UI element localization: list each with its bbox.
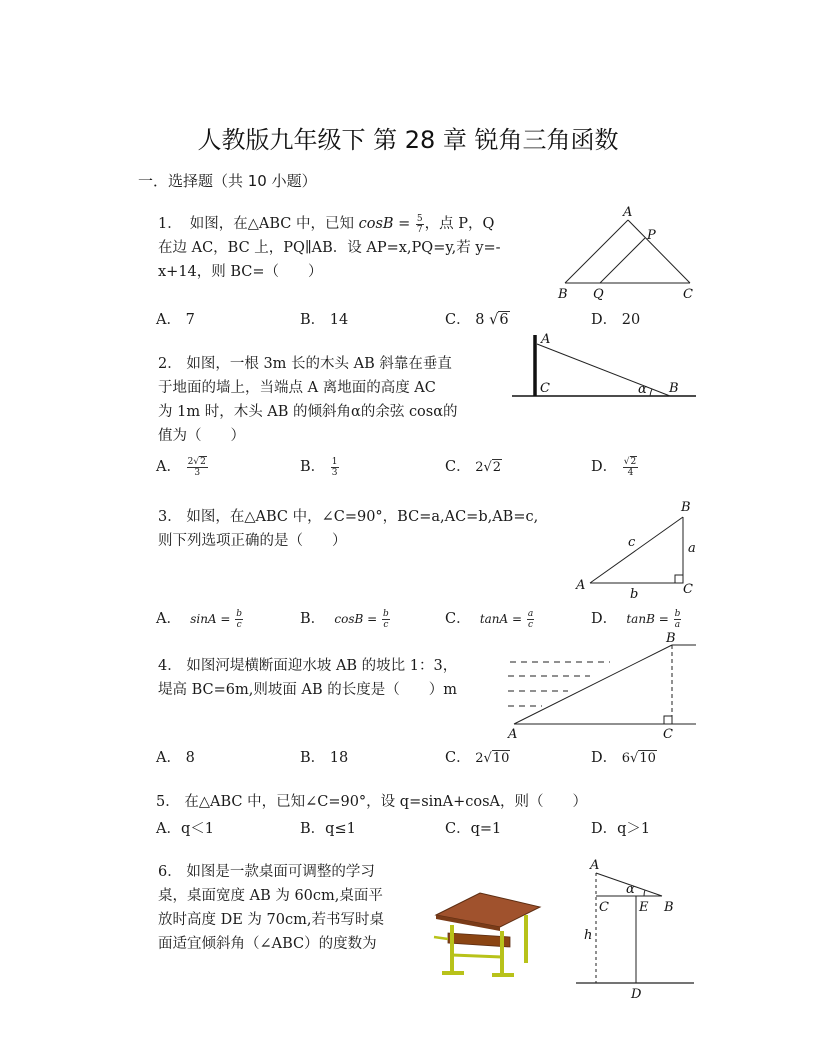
section-heading: 一．选择题（共 10 小题） bbox=[138, 172, 317, 190]
question-4-stem bbox=[158, 654, 457, 702]
option-letter: B． bbox=[300, 459, 326, 475]
question-6-line-2: 桌，桌面宽度 AB 为 60cm,桌面平 bbox=[158, 888, 383, 904]
question-1-stem bbox=[158, 212, 501, 284]
question-6-figure bbox=[572, 855, 702, 1005]
fig3-label-c: C bbox=[683, 582, 693, 597]
question-6-line-1: 6． 如图是一款桌面可调整的学习 bbox=[158, 864, 375, 880]
option-letter: A． bbox=[156, 459, 181, 475]
fraction-denominator: c bbox=[528, 619, 534, 630]
fig1-label-c: C bbox=[683, 287, 693, 302]
fraction-numerator: 5 bbox=[416, 213, 423, 224]
option-fraction bbox=[382, 609, 390, 630]
function-name: cosB bbox=[334, 612, 364, 626]
fig3-label-c-side: c bbox=[628, 535, 636, 550]
fig1-side-ac bbox=[628, 220, 690, 283]
option-letter: D． bbox=[591, 611, 618, 627]
option-value: 8 bbox=[475, 312, 485, 328]
question-4-option-d[interactable] bbox=[591, 746, 657, 767]
question-3-option-d[interactable]: D． tanB = $\frac{b}{a}$ bbox=[591, 608, 681, 630]
fig1-side-ab bbox=[565, 220, 628, 283]
function-name: tanB bbox=[626, 612, 655, 626]
option-letter: D． bbox=[591, 750, 618, 766]
question-2-line-2: 于地面的墙上，当端点 A 离地面的高度 AC bbox=[158, 380, 436, 396]
option-value: q＞1 bbox=[617, 821, 651, 837]
question-2-line-4: 值为（ ） bbox=[158, 428, 245, 444]
question-1-line-1 bbox=[158, 212, 501, 236]
option-value: 14 bbox=[329, 312, 349, 328]
question-3-stem bbox=[158, 505, 538, 553]
question-3-line-2: 则下列选项正确的是（ ） bbox=[158, 533, 347, 549]
question-1-option-c[interactable] bbox=[445, 308, 510, 329]
fig2-label-a: A bbox=[541, 332, 551, 347]
coefficient: 2 bbox=[187, 456, 194, 467]
question-3-option-b[interactable]: B． cosB = $\frac{b}{c}$ bbox=[300, 608, 389, 630]
fig6-label-c: C bbox=[599, 900, 609, 915]
question-1-cos-label: cosB bbox=[358, 216, 394, 232]
option-fraction bbox=[235, 609, 243, 630]
radicand: 2 bbox=[492, 460, 502, 475]
option-value: 20 bbox=[621, 312, 641, 328]
desk-crossbar bbox=[452, 955, 502, 957]
fig1-label-p: P bbox=[647, 228, 656, 243]
question-6-line-4: 面适宜倾斜角（∠ABC）的度数为 bbox=[158, 936, 377, 952]
coefficient: 2 bbox=[475, 751, 484, 766]
radicand: 6 bbox=[499, 312, 509, 328]
question-1-lead: 如图，在△ABC 中，已知 bbox=[189, 216, 354, 232]
question-4-figure bbox=[500, 630, 700, 742]
option-fraction bbox=[331, 457, 339, 478]
fig3-side-ab bbox=[590, 517, 683, 583]
question-4-option-c[interactable] bbox=[445, 746, 510, 767]
option-value: 7 bbox=[185, 312, 195, 328]
question-2-option-b[interactable] bbox=[300, 455, 340, 478]
question-2-line-3: 为 1m 时，木头 AB 的倾斜角α的余弦 cosα的 bbox=[158, 404, 458, 420]
fig4-label-c: C bbox=[663, 727, 673, 742]
radicand: 10 bbox=[639, 751, 656, 766]
fig2-beam-ab bbox=[537, 344, 670, 396]
desk-illustration bbox=[430, 885, 550, 980]
page-title: 人教版九年级下 第 28 章 锐角三角函数 bbox=[197, 126, 619, 154]
question-1-number: 1． bbox=[158, 216, 182, 232]
option-letter: C． bbox=[445, 821, 471, 837]
option-fraction bbox=[527, 609, 534, 630]
fraction-numerator: b bbox=[674, 608, 681, 619]
option-letter: A． bbox=[156, 821, 181, 837]
question-3-option-c[interactable]: C． tanA = $\frac{a}{c}$ bbox=[445, 608, 534, 630]
option-letter: C． bbox=[445, 312, 471, 328]
option-letter: C． bbox=[445, 750, 471, 766]
fig3-label-a: A bbox=[576, 578, 586, 593]
fraction-denominator: c bbox=[236, 619, 242, 630]
fraction-numerator: b bbox=[382, 608, 389, 619]
question-1-line-3: x+14，则 BC=（ ） bbox=[158, 264, 323, 280]
question-1-fraction bbox=[416, 214, 424, 235]
fig4-slope-ab bbox=[514, 645, 672, 724]
question-3-line-1: 3． 如图，在△ABC 中，∠C=90°，BC=a,AC=b,AB=c, bbox=[158, 509, 539, 525]
question-3-option-a[interactable]: A． sinA = $\frac{b}{c}$ bbox=[156, 608, 243, 630]
question-1-tail: ，点 P，Q bbox=[424, 216, 495, 232]
question-5-option-c[interactable] bbox=[445, 817, 501, 838]
question-2-figure bbox=[510, 330, 700, 405]
option-letter: D． bbox=[591, 821, 618, 837]
question-5-option-b[interactable] bbox=[300, 817, 356, 838]
fig3-label-b-side: b bbox=[630, 587, 639, 602]
option-letter: A． bbox=[156, 312, 181, 328]
option-value: q=1 bbox=[470, 821, 502, 837]
desk-crank bbox=[434, 937, 448, 939]
option-value: q≤1 bbox=[325, 821, 356, 837]
fraction-denominator: 7 bbox=[416, 224, 423, 235]
option-letter: D． bbox=[591, 459, 618, 475]
fig1-label-q: Q bbox=[593, 287, 604, 302]
question-1-option-b[interactable] bbox=[300, 308, 348, 329]
option-letter: B． bbox=[300, 611, 326, 627]
option-letter: A． bbox=[156, 611, 181, 627]
radicand: 10 bbox=[492, 751, 510, 766]
fig3-label-b: B bbox=[681, 500, 691, 515]
question-4-line-1: 4． 如图河堤横断面迎水坡 AB 的坡比 1：3， bbox=[158, 658, 458, 674]
option-letter: C． bbox=[445, 611, 471, 627]
fig2-label-alpha: α bbox=[638, 382, 647, 397]
fig2-label-c: C bbox=[540, 381, 550, 396]
question-6-line-3: 放时高度 DE 为 70cm,若书写时桌 bbox=[158, 912, 384, 928]
option-value: 8 bbox=[185, 750, 195, 766]
fig3-right-angle-mark bbox=[675, 575, 683, 583]
fig6-label-h: h bbox=[584, 928, 593, 943]
fig4-right-angle-mark bbox=[664, 716, 672, 724]
question-2-line-1: 2． 如图，一根 3m 长的木头 AB 斜靠在垂直 bbox=[158, 356, 452, 372]
option-fraction bbox=[187, 457, 208, 478]
question-4-option-b[interactable] bbox=[300, 746, 348, 767]
fig2-label-b: B bbox=[669, 381, 679, 396]
fig4-label-a: A bbox=[508, 727, 518, 742]
option-letter: B． bbox=[300, 750, 326, 766]
question-1-option-d[interactable] bbox=[591, 308, 640, 329]
question-2-option-d[interactable] bbox=[591, 455, 639, 478]
question-4-option-a[interactable] bbox=[156, 746, 195, 767]
fraction-numerator: b bbox=[236, 608, 243, 619]
question-1-option-a[interactable] bbox=[156, 308, 195, 329]
fraction-denominator: 3 bbox=[194, 467, 201, 478]
fig4-label-b: B bbox=[666, 631, 676, 646]
question-2-option-c[interactable] bbox=[445, 455, 502, 476]
function-name: tanA bbox=[479, 612, 509, 626]
fraction-numerator: 2√2 bbox=[187, 456, 206, 467]
option-letter: D． bbox=[591, 312, 618, 328]
question-5-option-d[interactable] bbox=[591, 817, 650, 838]
sqrt-expression: √10 bbox=[483, 751, 510, 766]
sqrt-expression: √6 bbox=[489, 312, 509, 328]
fig1-label-b: B bbox=[558, 287, 568, 302]
question-1-equals: = bbox=[393, 216, 415, 232]
fraction-numerator: 1 bbox=[331, 456, 338, 467]
option-letter: A． bbox=[156, 750, 181, 766]
fraction-numerator: a bbox=[527, 608, 534, 619]
option-letter: C． bbox=[445, 459, 471, 475]
fraction-numerator: √2 bbox=[623, 456, 637, 467]
fig6-label-d: D bbox=[631, 987, 642, 1002]
radicand: 2 bbox=[630, 456, 637, 467]
question-2-stem bbox=[158, 352, 458, 448]
option-fraction bbox=[623, 457, 638, 478]
fraction-denominator: 3 bbox=[331, 467, 338, 478]
option-letter: B． bbox=[300, 312, 326, 328]
question-5-stem bbox=[156, 790, 587, 814]
fig1-label-a: A bbox=[623, 205, 633, 220]
fig6-label-e: E bbox=[639, 900, 649, 915]
question-4-line-2: 堤高 BC=6m,则坡面 AB 的长度是（ ）m bbox=[158, 682, 457, 698]
fraction-denominator: 4 bbox=[627, 467, 634, 478]
option-value: 18 bbox=[329, 750, 349, 766]
fig6-label-alpha: α bbox=[626, 882, 635, 897]
question-2-option-a[interactable] bbox=[156, 455, 209, 478]
sqrt-expression: √2 bbox=[483, 460, 502, 475]
fig6-label-b: B bbox=[664, 900, 674, 915]
sqrt-expression: √10 bbox=[630, 751, 656, 766]
coefficient: 6 bbox=[621, 751, 631, 766]
option-letter: B． bbox=[300, 821, 326, 837]
fraction-denominator: a bbox=[674, 619, 681, 630]
question-1-line-2: 在边 AC，BC 上，PQ∥AB．设 AP=x,PQ=y,若 y=- bbox=[158, 240, 501, 256]
question-5-line-1: 5． 在△ABC 中，已知∠C=90°，设 q=sinA+cosA，则（ ） bbox=[156, 794, 588, 810]
option-value: q＜1 bbox=[180, 821, 214, 837]
fig6-label-a: A bbox=[590, 858, 600, 873]
fraction-denominator: c bbox=[383, 619, 389, 630]
fig3-label-a-side: a bbox=[688, 541, 696, 556]
function-name: sinA bbox=[190, 612, 217, 626]
radicand: 2 bbox=[200, 456, 206, 467]
question-3-figure bbox=[570, 495, 700, 605]
fig1-segment-pq bbox=[600, 238, 645, 283]
question-5-option-a[interactable] bbox=[156, 817, 214, 838]
fig2-angle-arc bbox=[650, 389, 652, 396]
question-6-stem bbox=[158, 860, 384, 956]
fig6-angle-arc bbox=[644, 890, 645, 896]
option-fraction bbox=[674, 609, 682, 630]
question-1-figure bbox=[555, 205, 705, 305]
coefficient: 2 bbox=[475, 460, 484, 475]
